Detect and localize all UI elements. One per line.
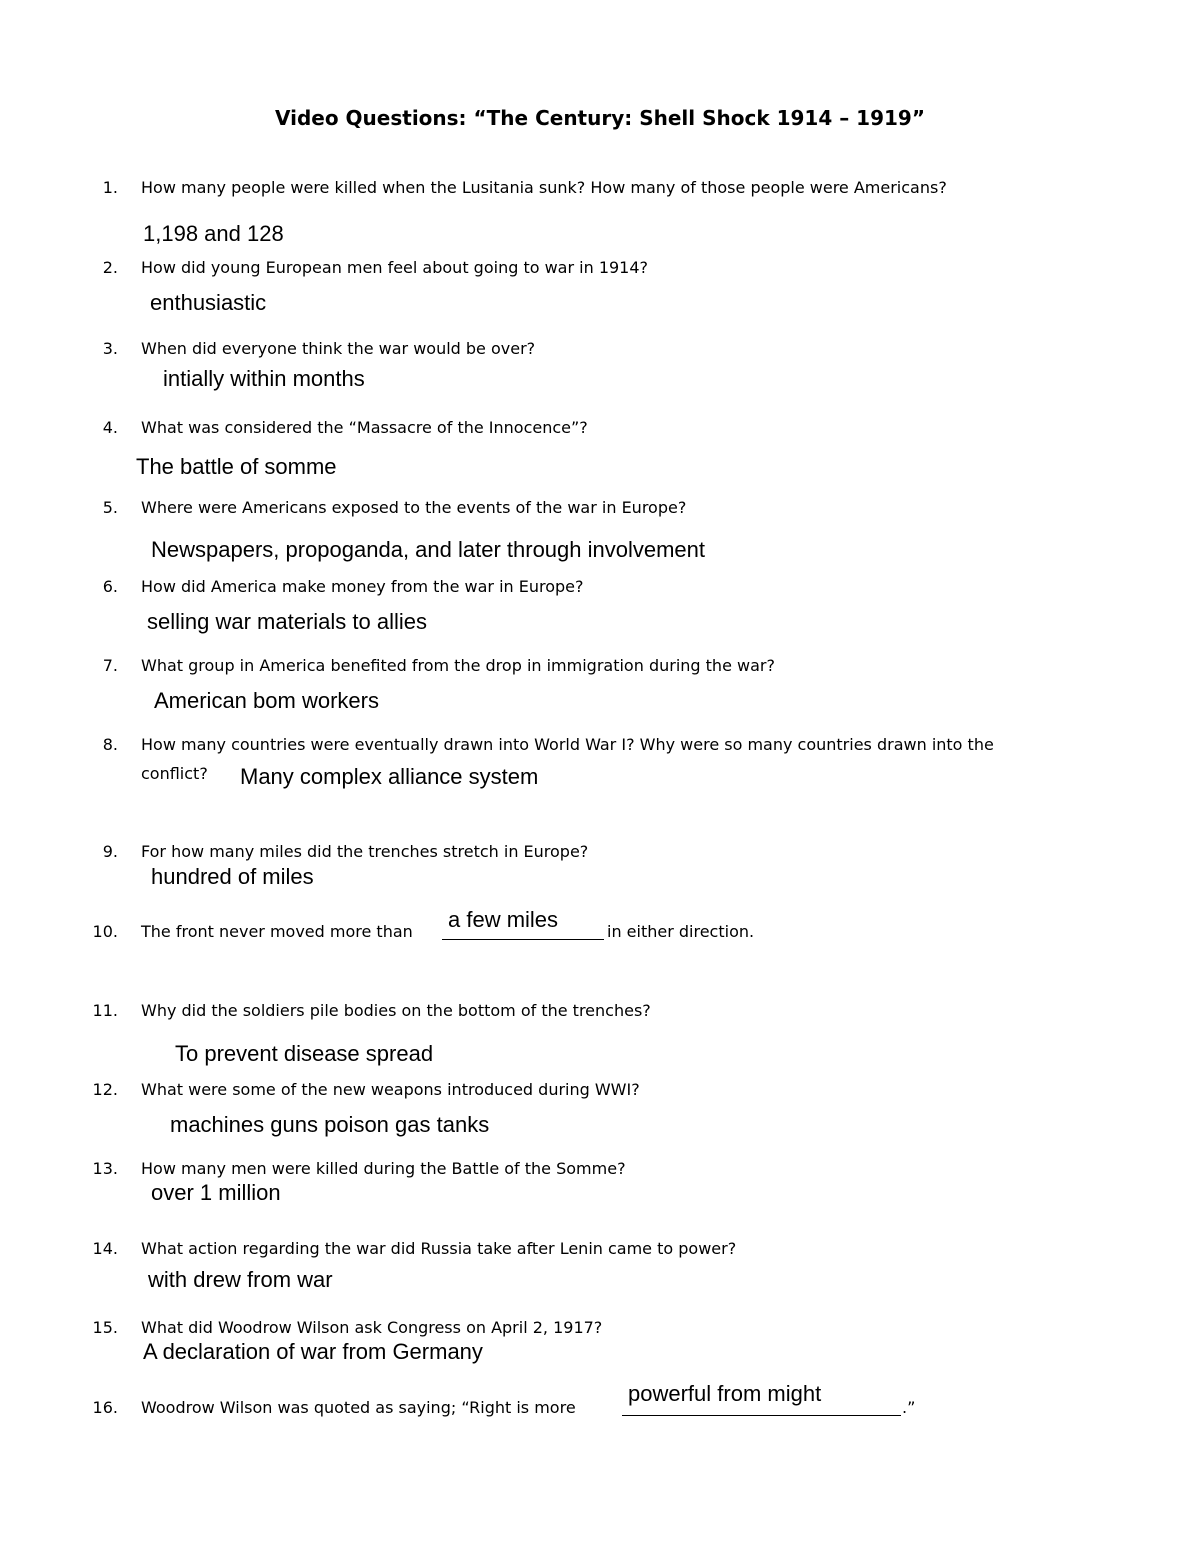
question-number: 3. — [102, 339, 118, 358]
answer-text: American bom workers — [154, 688, 379, 713]
question-number: 6. — [102, 577, 118, 596]
question-text: How did America make money from the war in Europe? — [141, 577, 584, 596]
question-number: 7. — [102, 656, 118, 675]
question-text: How did young European men feel about going to war in 1914? — [141, 258, 649, 277]
answer-text: The battle of somme — [136, 454, 337, 479]
question-text: What were some of the new weapons introduced during WWI? — [141, 1080, 640, 1099]
answer-text: enthusiastic — [150, 290, 267, 315]
answer-text: intially within months — [163, 366, 365, 391]
answer-text: with drew from war — [148, 1267, 333, 1292]
question-text: How many countries were eventually drawn into World War I? Why were so many countries drawn into the — [141, 735, 994, 754]
question-text: When did everyone think the war would be over? — [141, 339, 536, 358]
answer-text: 1,198 and 128 — [143, 221, 284, 246]
question-text-after-blank: .” — [902, 1398, 916, 1417]
answer-text: To prevent disease spread — [175, 1041, 434, 1066]
answer-text: over 1 million — [151, 1180, 281, 1205]
fill-in-blank-line — [622, 1415, 901, 1416]
answer-text: hundred of miles — [151, 864, 314, 889]
fill-in-blank-line — [442, 939, 604, 940]
question-text: How many men were killed during the Battle of the Somme? — [141, 1159, 626, 1178]
question-text: The front never moved more than — [141, 922, 413, 941]
question-number: 11. — [92, 1001, 118, 1020]
question-number: 12. — [92, 1080, 118, 1099]
question-text: For how many miles did the trenches stretch in Europe? — [141, 842, 589, 861]
answer-text: machines guns poison gas tanks — [170, 1112, 490, 1137]
answer-text: selling war materials to allies — [147, 609, 427, 634]
question-text: What group in America benefited from the drop in immigration during the war? — [141, 656, 775, 675]
question-number: 2. — [102, 258, 118, 277]
question-text: Woodrow Wilson was quoted as saying; “Right is more — [141, 1398, 576, 1417]
question-number: 10. — [92, 922, 118, 941]
question-number: 15. — [92, 1318, 118, 1337]
question-number: 14. — [92, 1239, 118, 1258]
answer-text: A declaration of war from Germany — [143, 1339, 483, 1364]
question-text-after-blank: in either direction. — [607, 922, 755, 941]
answer-text: Many complex alliance system — [240, 764, 539, 789]
question-number: 16. — [92, 1398, 118, 1417]
question-text: Why did the soldiers pile bodies on the bottom of the trenches? — [141, 1001, 651, 1020]
question-number: 13. — [92, 1159, 118, 1178]
question-text: What did Woodrow Wilson ask Congress on April 2, 1917? — [141, 1318, 603, 1337]
answer-text: powerful from might — [628, 1381, 822, 1406]
answer-text: Newspapers, propoganda, and later through involvement — [151, 537, 706, 562]
question-text: Where were Americans exposed to the events of the war in Europe? — [141, 498, 687, 517]
question-number: 9. — [102, 842, 118, 861]
page-title: Video Questions: “The Century: Shell Shock 1914 – 1919” — [274, 106, 925, 130]
question-number: 5. — [102, 498, 118, 517]
question-number: 4. — [102, 418, 118, 437]
question-text: What action regarding the war did Russia take after Lenin came to power? — [141, 1239, 737, 1258]
answer-text: a few miles — [448, 907, 559, 932]
question-number: 8. — [102, 735, 118, 754]
question-text: What was considered the “Massacre of the Innocence”? — [141, 418, 588, 437]
question-number: 1. — [102, 178, 118, 197]
question-text-continued: conflict? — [141, 764, 208, 783]
question-text: How many people were killed when the Lusitania sunk? How many of those people were Americans? — [141, 178, 947, 197]
